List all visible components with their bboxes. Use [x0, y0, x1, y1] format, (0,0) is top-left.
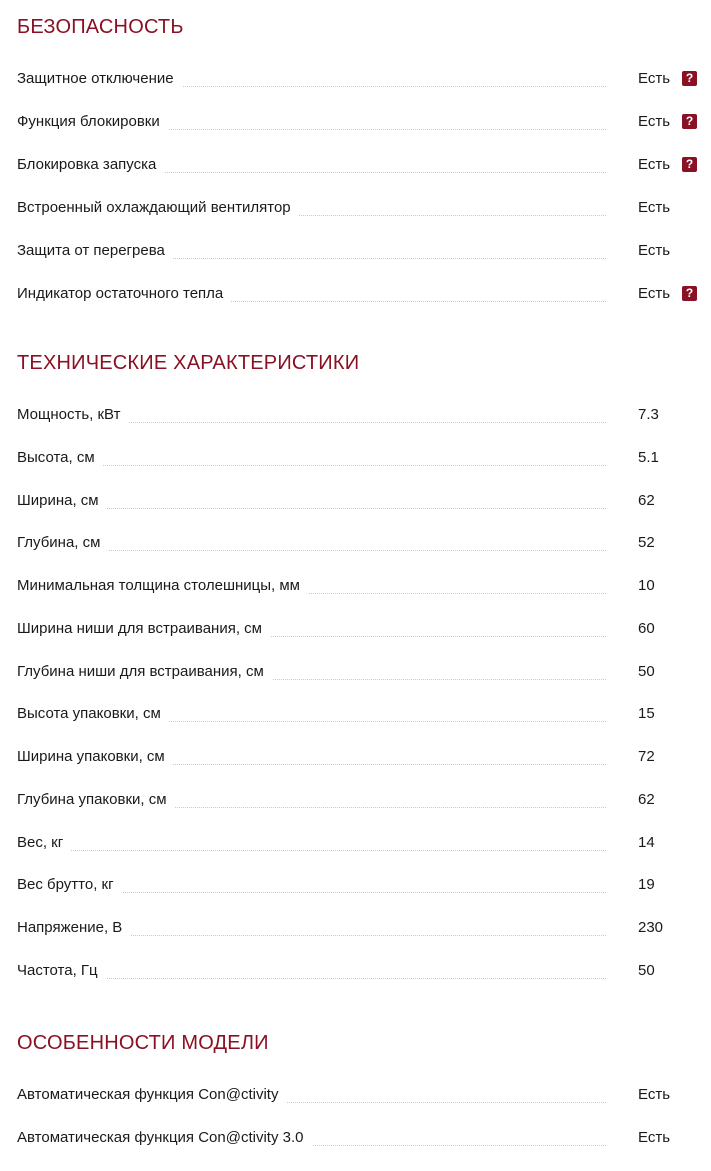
spec-row: [17, 875, 697, 918]
spec-row: [17, 405, 697, 448]
spec-label: Вес, кг: [17, 833, 71, 853]
spec-label: Индикатор остаточного тепла: [17, 284, 231, 304]
spec-section-1: [17, 14, 697, 302]
spec-row: [17, 918, 697, 961]
spec-value: 10: [638, 577, 655, 594]
question-mark-icon[interactable]: ?: [682, 71, 697, 86]
spec-row: [17, 491, 697, 534]
spec-row: [17, 69, 697, 112]
spec-value: Есть: [638, 199, 671, 216]
dotted-leader: [17, 465, 606, 466]
spec-row: [17, 112, 697, 155]
spec-row: [17, 284, 697, 327]
spec-row: [17, 533, 697, 576]
spec-row: [17, 747, 697, 790]
spec-label: Глубина упаковки, см: [17, 790, 175, 810]
spec-value: Есть: [638, 1129, 671, 1146]
spec-value: 7.3: [638, 406, 659, 423]
spec-row: [17, 576, 697, 619]
spec-row: [17, 833, 697, 876]
spec-value: Есть: [638, 156, 671, 173]
spec-value: 19: [638, 876, 655, 894]
spec-label: Защита от перегрева: [17, 241, 173, 261]
spec-row: [17, 155, 697, 198]
spec-value: Есть: [638, 285, 671, 302]
spec-row: [17, 241, 697, 284]
spec-row: [17, 198, 697, 241]
spec-value: 62: [638, 491, 655, 509]
spec-value: 72: [638, 748, 655, 765]
spec-value: 52: [638, 534, 655, 552]
spec-row: [17, 790, 697, 833]
spec-value: 14: [638, 833, 655, 851]
spec-label: Высота упаковки, см: [17, 704, 169, 724]
spec-row: [17, 448, 697, 491]
question-mark-icon[interactable]: ?: [682, 286, 697, 301]
section-title: ОСОБЕННОСТИ МОДЕЛИ: [17, 1032, 269, 1054]
spec-label: Высота, см: [17, 448, 103, 468]
spec-row: [17, 704, 697, 747]
spec-label: Ширина упаковки, см: [17, 747, 173, 767]
spec-value: 5.1: [638, 448, 659, 466]
spec-label: Мощность, кВт: [17, 405, 128, 425]
section-title: БЕЗОПАСНОСТЬ: [17, 16, 184, 38]
spec-value: 50: [638, 662, 655, 680]
spec-value: 15: [638, 705, 655, 723]
spec-row: [17, 1128, 697, 1171]
spec-label: Функция блокировки: [17, 112, 168, 132]
spec-section-3: [17, 1030, 697, 1146]
spec-label: Защитное отключение: [17, 69, 182, 89]
spec-value: 62: [638, 790, 655, 808]
spec-label: Ширина ниши для встраивания, см: [17, 619, 270, 639]
spec-row: [17, 961, 697, 1004]
spec-label: Глубина ниши для встраивания, см: [17, 662, 272, 682]
spec-value: 50: [638, 961, 655, 979]
spec-row: [17, 619, 697, 662]
spec-label: Автоматическая функция Con@ctivity: [17, 1085, 286, 1105]
spec-label: Напряжение, В: [17, 918, 130, 938]
spec-section-2: [17, 350, 697, 979]
spec-label: Частота, Гц: [17, 961, 106, 981]
spec-value: 230: [638, 919, 664, 936]
spec-value: Есть: [638, 113, 671, 130]
question-mark-icon[interactable]: ?: [682, 114, 697, 129]
dotted-leader: [17, 850, 606, 851]
spec-value: Есть: [638, 1086, 671, 1103]
question-mark-icon[interactable]: ?: [682, 157, 697, 172]
spec-label: Ширина, см: [17, 491, 107, 511]
section-title: ТЕХНИЧЕСКИЕ ХАРАКТЕРИСТИКИ: [17, 352, 360, 374]
spec-label: Блокировка запуска: [17, 155, 164, 175]
spec-label: Минимальная толщина столешницы, мм: [17, 576, 308, 596]
spec-label: Вес брутто, кг: [17, 875, 122, 895]
spec-value: Есть: [638, 242, 671, 259]
spec-label: Автоматическая функция Con@ctivity 3.0: [17, 1128, 312, 1148]
spec-row: [17, 1085, 697, 1128]
spec-value: Есть: [638, 70, 671, 87]
spec-label: Глубина, см: [17, 533, 108, 553]
spec-row: [17, 662, 697, 705]
spec-value: 60: [638, 619, 655, 637]
spec-label: Встроенный охлаждающий вентилятор: [17, 198, 299, 218]
